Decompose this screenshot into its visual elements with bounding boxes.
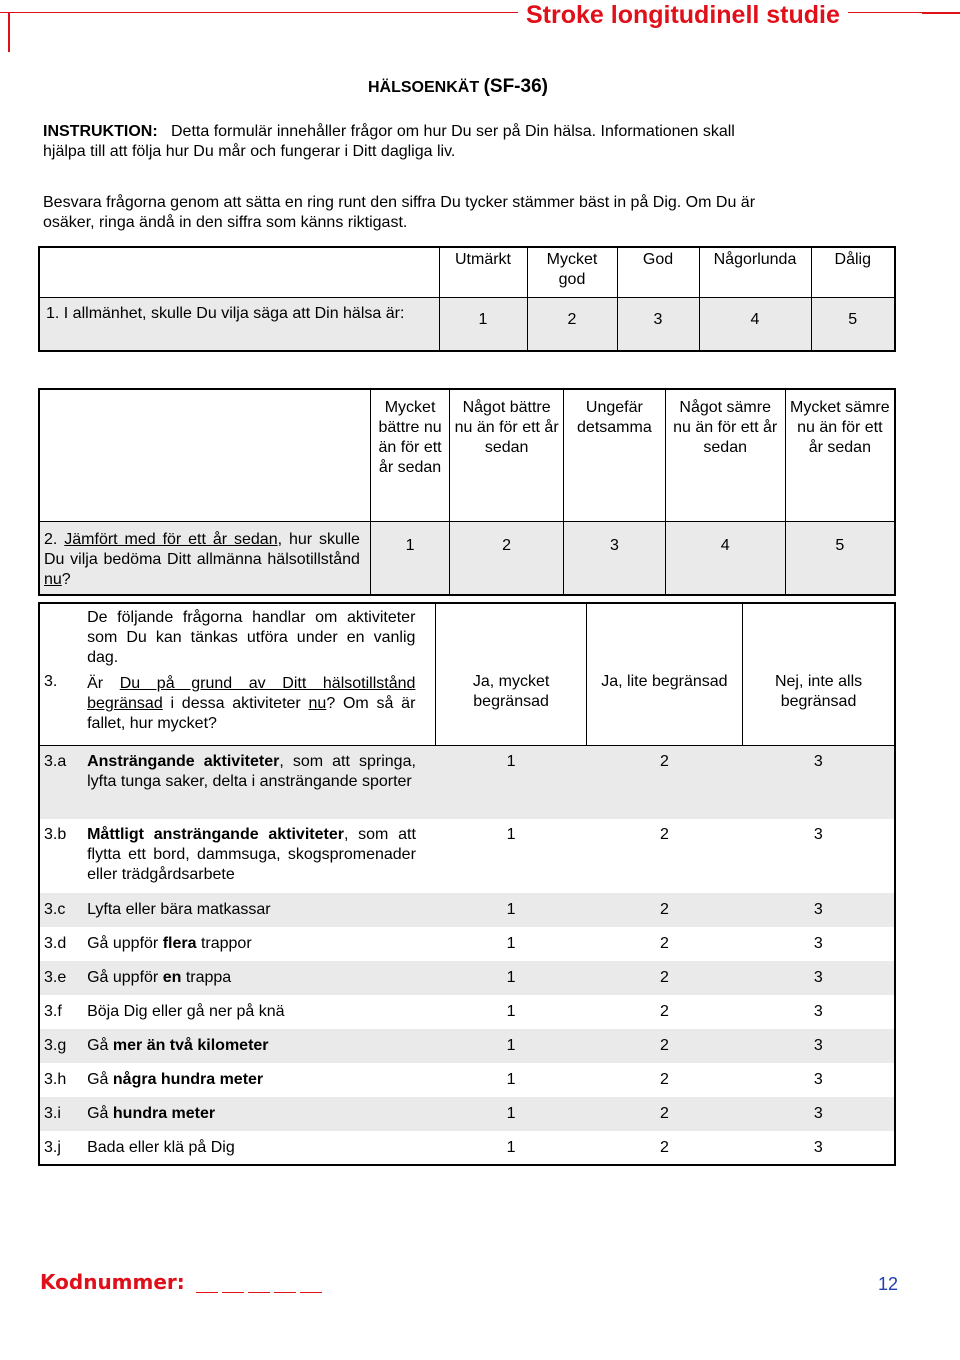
q3-item-rest: , som att springa, lyfta tunga saker, delta i ansträngande sporter (87, 752, 416, 790)
q3-item-number: 3.e (44, 969, 67, 986)
q3-row (39, 927, 895, 961)
q3-item-text (83, 1131, 436, 1165)
question-3-table (38, 602, 896, 1166)
q3-q-end: ? Om så är fallet, hur mycket? (87, 695, 416, 732)
q3g-option-3[interactable]: 3 (813, 1037, 823, 1054)
q3-header-1: Ja, mycket begränsad (436, 603, 586, 745)
q3a-option-1[interactable]: 1 (506, 752, 516, 770)
instruction-line-1: Detta formulär innehåller frågor om hur Du ser på Din hälsa. Informationen skall (171, 123, 735, 140)
q3b-option-2[interactable]: 2 (659, 826, 669, 843)
q2-header-1: Mycket bättre nu än för ett år sedan (370, 389, 449, 521)
q2-question-now: nu (44, 570, 62, 588)
q3-item-number: 3.h (44, 1071, 67, 1088)
q3-intro-cell (83, 603, 436, 745)
q1-question: 1. I allmänhet, skulle Du vilja säga att Din hälsa är: (39, 297, 439, 351)
q3-item-text (83, 961, 436, 995)
q3f-option-1[interactable]: 1 (506, 1003, 516, 1020)
code-blank[interactable] (274, 1292, 296, 1293)
q2-option-2[interactable]: 2 (450, 521, 564, 595)
q2-option-3[interactable]: 3 (564, 521, 666, 595)
q3-item-post: trappa (181, 969, 232, 986)
q1-header-5: Dålig (811, 247, 895, 297)
q3-item-number: 3.b (44, 826, 67, 843)
q3e-option-1[interactable]: 1 (506, 969, 516, 986)
q3-item-number: 3.c (44, 901, 66, 918)
q3-item-bold: hundra meter (112, 1105, 216, 1122)
q3-item-post: trappor (196, 935, 252, 952)
q3f-option-2[interactable]: 2 (659, 1003, 669, 1020)
q1-header-4: Någorlunda (699, 247, 811, 297)
q3-row (39, 1063, 895, 1097)
q3-item-number: 3.a (44, 752, 67, 770)
q3-row (39, 1097, 895, 1131)
q3-item-text (83, 1063, 436, 1097)
q3-item-bold: mer än två kilometer (112, 1037, 269, 1054)
q3-item-bold: flera (162, 935, 197, 952)
code-blank[interactable] (196, 1292, 218, 1293)
q3f-option-3[interactable]: 3 (813, 1003, 823, 1020)
q3-question (87, 674, 415, 734)
q3-item-bold: några hundra meter (112, 1071, 264, 1088)
q3j-option-2[interactable]: 2 (659, 1139, 669, 1156)
q3-header-3: Nej, inte alls begränsad (743, 603, 895, 745)
q2-header-4: Något sämre nu än för ett år sedan (665, 389, 785, 521)
title-paren: (SF-36) (483, 76, 548, 97)
q3a-option-2[interactable]: 2 (659, 752, 669, 770)
q3-item-text (83, 1097, 436, 1131)
title-main: HÄLSOENKÄT (368, 79, 480, 96)
q2-question-mark: ? (61, 570, 71, 588)
q2-option-1[interactable]: 1 (370, 521, 449, 595)
header-rule-right (922, 12, 960, 14)
q1-empty-header (39, 247, 439, 297)
q3c-option-3[interactable]: 3 (813, 901, 823, 918)
question-2-table (38, 388, 896, 596)
q3-number: 3. (39, 603, 83, 745)
answer-line-1: Besvara frågorna genom att sätta en ring runt den siffra Du tycker stämmer bäst in på Dig. Om Du är (43, 194, 756, 211)
question-1-table (38, 246, 896, 352)
q3d-option-2[interactable]: 2 (659, 935, 669, 952)
q3-row (39, 961, 895, 995)
q3d-option-3[interactable]: 3 (813, 935, 823, 952)
q3c-option-2[interactable]: 2 (659, 901, 669, 918)
q3-item-rest: , som att flytta ett bord, dammsuga, skogspromenader eller trädgårdsarbete (87, 826, 416, 883)
q3-row (39, 1131, 895, 1165)
q1-header-3: God (617, 247, 699, 297)
code-blank[interactable] (300, 1292, 322, 1293)
q3i-option-3[interactable]: 3 (813, 1105, 823, 1122)
q2-question-underlined: Jämfört med för ett år sedan (64, 530, 278, 548)
q2-question-text: , hur skulle Du vilja bedöma Ditt allmänna hälsotillstånd (44, 530, 360, 568)
q3-item-pre: Gå (87, 1105, 113, 1122)
q3g-option-1[interactable]: 1 (506, 1037, 516, 1054)
q3-row (39, 893, 895, 927)
q3-item-pre: Gå uppför (87, 935, 163, 952)
q1-header-2: Mycket god (527, 247, 617, 297)
q3-item-bold: en (162, 969, 182, 986)
q3-item-text (83, 819, 436, 893)
q3e-option-2[interactable]: 2 (659, 969, 669, 986)
header-title: Stroke longitudinell studie (518, 0, 848, 30)
instruction-line-2: hjälpa till att följa hur Du mår och fungerar i Ditt dagliga liv. (43, 143, 456, 160)
q3-q-start: Är (87, 675, 120, 692)
q2-option-4[interactable]: 4 (665, 521, 785, 595)
q3c-option-1[interactable]: 1 (506, 901, 516, 918)
q3-row (39, 819, 895, 893)
q1-option-2[interactable]: 2 (527, 297, 617, 351)
q3-row (39, 995, 895, 1029)
q1-option-3[interactable]: 3 (617, 297, 699, 351)
q3j-option-1[interactable]: 1 (506, 1139, 516, 1156)
code-blank[interactable] (222, 1292, 244, 1293)
q3-item-text (83, 995, 436, 1029)
q1-option-5[interactable]: 5 (811, 297, 895, 351)
q3-intro: De följande frågorna handlar om aktiviteter som Du kan tänkas utföra under en vanlig dag. (87, 609, 416, 666)
q3-item-number: 3.j (44, 1139, 61, 1156)
q3-header-2: Ja, lite begränsad (586, 603, 742, 745)
q3-q-now: nu (308, 695, 327, 712)
page-number: 12 (878, 1274, 899, 1294)
q3i-option-1[interactable]: 1 (506, 1105, 516, 1122)
q3h-option-2[interactable]: 2 (659, 1071, 669, 1088)
q3-item-text (83, 1029, 436, 1063)
answer-instruction (43, 193, 873, 233)
q3e-option-3[interactable]: 3 (813, 969, 823, 986)
q3-item-pre: Gå uppför (87, 969, 163, 986)
document-title (368, 76, 548, 98)
q3-item-bold: Ansträngande aktiviteter (87, 752, 280, 770)
q3-item-pre: Böja Dig eller gå ner på knä (87, 1003, 285, 1020)
q3-item-pre: Gå (87, 1071, 113, 1088)
q2-header-3: Ungefär detsamma (564, 389, 666, 521)
q2-header-2: Något bättre nu än för ett år sedan (450, 389, 564, 521)
q1-option-1[interactable]: 1 (439, 297, 527, 351)
q1-option-4[interactable]: 4 (699, 297, 811, 351)
q3h-option-1[interactable]: 1 (506, 1071, 516, 1088)
q3-item-pre: Bada eller klä på Dig (87, 1139, 235, 1156)
q3-q-mid: i dessa aktiviteter (162, 695, 309, 712)
code-number-label: Kodnummer: (40, 1270, 185, 1294)
q1-header-1: Utmärkt (439, 247, 527, 297)
instruction-paragraph (43, 122, 873, 162)
q3-item-number: 3.g (44, 1037, 67, 1054)
q3-item-pre: Gå (87, 1037, 113, 1054)
q3-q-underlined: Du på grund av Ditt hälsotillstånd begränsad (87, 675, 416, 712)
q3-item-number: 3.i (44, 1105, 61, 1122)
q3-row (39, 1029, 895, 1063)
q3j-option-3[interactable]: 3 (813, 1139, 823, 1156)
q3a-option-3[interactable]: 3 (813, 752, 823, 770)
q2-header-5: Mycket sämre nu än för ett år sedan (785, 389, 895, 521)
q3-item-text (83, 745, 436, 819)
q3-item-bold: Måttligt ansträngande aktiviteter (87, 826, 344, 843)
header-rule-left (8, 12, 10, 52)
q3b-option-1[interactable]: 1 (506, 826, 516, 843)
q3-row (39, 745, 895, 819)
q3g-option-2[interactable]: 2 (659, 1037, 669, 1054)
q2-empty-header (39, 389, 370, 521)
q3b-option-3[interactable]: 3 (813, 826, 823, 843)
q3-item-text (83, 927, 436, 961)
q2-option-5[interactable]: 5 (785, 521, 895, 595)
code-blank[interactable] (248, 1292, 270, 1293)
q3-item-text (83, 893, 436, 927)
q2-number: 2. (44, 530, 58, 548)
q3h-option-3[interactable]: 3 (813, 1071, 823, 1088)
q3i-option-2[interactable]: 2 (659, 1105, 669, 1122)
q2-question (39, 521, 370, 595)
answer-line-2: osäker, ringa ändå in den siffra som känns riktigast. (43, 214, 408, 231)
code-number-blanks[interactable] (196, 1292, 326, 1310)
instruction-label: INSTRUKTION: (43, 123, 158, 140)
q3-item-number: 3.f (44, 1003, 62, 1020)
q3d-option-1[interactable]: 1 (506, 935, 516, 952)
q3-item-number: 3.d (44, 935, 67, 952)
q3-item-pre: Lyfta eller bära matkassar (87, 901, 271, 918)
